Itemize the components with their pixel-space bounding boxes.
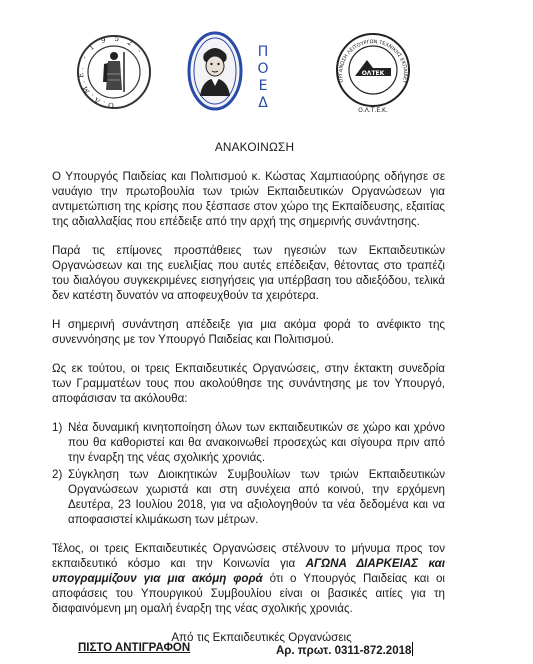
olme-seal-text: Ο.Λ.Μ.Ε. - 1 9 5 2 - bbox=[76, 34, 146, 110]
emphasis-text: ΑΓΩΝΑ ΔΙΑΡΚΕΙΑΣ και υπογραμμίζουν για μια ακόμη φορά bbox=[52, 557, 445, 585]
header-logos bbox=[0, 0, 533, 130]
certified-copy-label: ΠΙΣΤΟ ΑΝΤΙΓΡΑΦΟΝ bbox=[78, 642, 191, 654]
paragraph-4: Ως εκ τούτου, οι τρεις Εκπαιδευτικές Οργανώσεις, στην έκτακτη συνεδρία των Γραμματέων τους που ακολούθησε της συνάντησης με τον Υπουργό, αποφάσισαν τα ακόλουθα: bbox=[52, 362, 445, 405]
poed-logo bbox=[186, 30, 244, 112]
text-cursor bbox=[412, 642, 413, 656]
announcement-title: ΑΝΑΚΟΙΝΩΣΗ bbox=[214, 140, 295, 154]
oltek-seal-text: ΟΡΓΑΝΩΣΗ ΛΕΙΤΟΥΡΓΩΝ ΤΕΧΝΙΚΗΣ ΕΚΠΑΙΔΕΥ bbox=[337, 39, 409, 84]
announcement-body bbox=[52, 140, 445, 645]
protocol-number: Αρ. πρωτ. 0311-872.2018 bbox=[276, 642, 413, 657]
svg-text:ΟΛΤΕΚ: ΟΛΤΕΚ bbox=[361, 70, 385, 77]
poed-acronym: Π Ο Ε Δ bbox=[257, 44, 269, 111]
oltek-bottom-text: Ο.Λ.Τ.Ε.Κ. bbox=[358, 107, 388, 114]
signature-line: Από τις Εκπαιδευτικές Οργανώσεις bbox=[171, 631, 352, 644]
oltek-emblem-icon bbox=[355, 60, 391, 77]
list-item: 2) Σύγκληση των Διοικητικών Συμβουλίων των τριών Εκπαιδευτικών Οργανώσεων χωριστά και στη συνέχεια από κοινού, την ερχόμενη Δευτέρα, 23 Ιουλίου 2018, για να αξιολογηθούν τα νέα δεδομένα και να αποφασιστεί κλιμάκωση των μέτρων. bbox=[52, 468, 445, 526]
oltek-logo bbox=[333, 30, 413, 114]
list-item: 1) Νέα δυναμική κινητοποίηση όλων των εκπαιδευτικών σε χώρο και χρόνο που θα καθοριστεί και θα ανακοινωθεί προσεχώς και σίγουρα πριν από την έναρξη της νέας σχολικής χρονιάς. bbox=[52, 421, 445, 464]
olme-logo bbox=[74, 30, 154, 114]
decisions-list bbox=[52, 420, 445, 527]
closing-paragraph: Τέλος, οι τρεις Εκπαιδευτικές Οργανώσεις στέλνουν το μήνυμα προς τον εκπαιδευτικό κόσμο και την Κοινωνία για ΑΓΩΝΑ ΔΙΑΡΚΕΙΑΣ και υπογραμμίζουν για μια ακόμη φορά ότι ο Υπουργός Παιδείας και οι αποφάσεις του Υπουργικού Συμβουλίου είναι οι βασικές αιτίες για τη διαφαινόμενη μη ομαλή έναρξη της νέας σχολικής χρονιάς. bbox=[52, 542, 445, 615]
paragraph-3: Η σημερινή συνάντηση απέδειξε για μια ακόμα φορά το ανέφικτο της συνεννόησης με τον Υπουργό Παιδείας και Πολιτισμού. bbox=[52, 318, 445, 346]
paragraph-1: Ο Υπουργός Παιδείας και Πολιτισμού κ. Κώστας Χαμπιαούρης οδήγησε σε ναυάγιο την πρωτοβουλία των τριών Εκπαιδευτικών Οργανώσεων για αντιμετώπιση της κρίσης που ξέσπασε στον χώρο της Εκπαίδευσης, εξαιτίας της αδιαλλαξίας που επέδειξε από την αρχή της σημερινής συνάντησης. bbox=[52, 170, 445, 228]
athena-figure-icon bbox=[103, 52, 124, 92]
paragraph-2: Παρά τις επίμονες προσπάθειες των ηγεσιών των Εκπαιδευτικών Οργανώσεων και της ευελιξίας που αυτές επέδειξαν, θέτοντας στο τραπέζι του διαλόγου συγκεκριμένες εισηγήσεις για υπέρβαση του αδιεξόδου, τελικά δεν κατέστη δυνατόν να αποφευχθούν τα χειρότερα. bbox=[52, 244, 445, 302]
